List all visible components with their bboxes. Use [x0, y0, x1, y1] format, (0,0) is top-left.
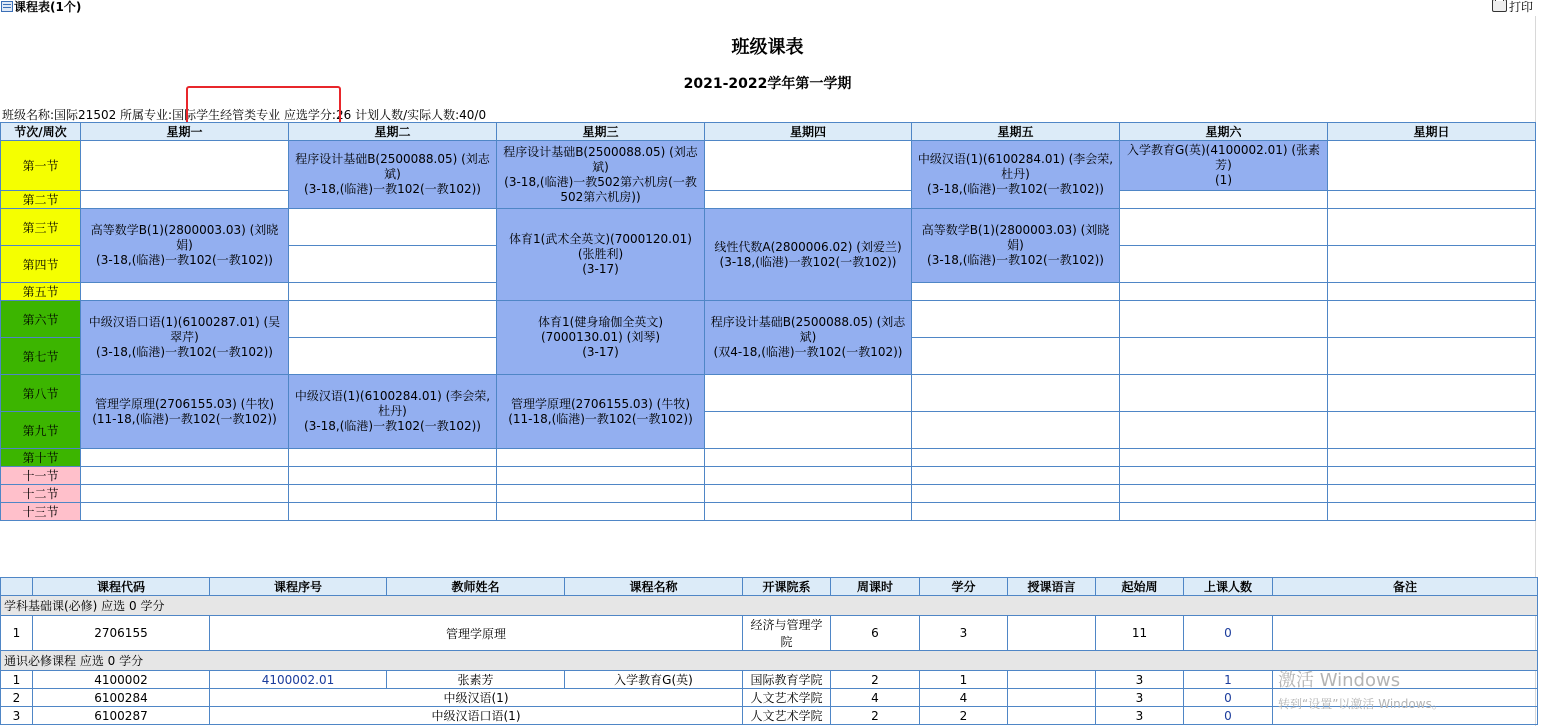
- empty-slot: [912, 338, 1120, 375]
- column-header: 课程代码: [33, 578, 210, 596]
- course-location: (1): [1215, 173, 1232, 187]
- remarks: [1273, 707, 1538, 725]
- remarks: [1273, 616, 1538, 651]
- enrollment-count[interactable]: 0: [1184, 689, 1273, 707]
- course-name: 管理学原理(2706155.03) (牛牧): [510, 396, 691, 411]
- course-code: 6100284: [33, 689, 210, 707]
- start-week: 3: [1096, 707, 1184, 725]
- empty-slot: [81, 283, 289, 301]
- column-header: 课程序号: [210, 578, 387, 596]
- period-label: 第八节: [1, 375, 81, 412]
- column-header: 备注: [1273, 578, 1538, 596]
- row-number: 1: [1, 671, 33, 689]
- period-label: 第七节: [1, 338, 81, 375]
- course-cell[interactable]: [497, 301, 705, 375]
- course-seq-link[interactable]: 4100002.01: [210, 671, 387, 689]
- day-header: 星期四: [705, 123, 912, 141]
- class-name: 班级名称:国际21502: [2, 108, 117, 122]
- course-cell[interactable]: [1120, 141, 1328, 191]
- tab-title[interactable]: 课程表(1个): [14, 0, 82, 14]
- empty-slot: [289, 467, 497, 485]
- empty-slot: [497, 449, 705, 467]
- empty-slot: [1120, 412, 1328, 449]
- period-label: 十二节: [1, 485, 81, 503]
- printer-icon: [1492, 0, 1507, 12]
- empty-slot: [1328, 191, 1536, 209]
- watermark-line-1: 激活 Windows: [1278, 670, 1401, 691]
- empty-slot: [1120, 338, 1328, 375]
- course-name: 中级汉语(1)(6100284.01) (李会荣,杜丹): [917, 152, 1114, 181]
- course-name: 中级汉语(1)(6100284.01) (李会荣,杜丹): [294, 389, 491, 418]
- empty-slot: [705, 485, 912, 503]
- empty-slot: [705, 449, 912, 467]
- top-bar: [0, 0, 1545, 14]
- period-label: 第一节: [1, 141, 81, 191]
- period-label: 第九节: [1, 412, 81, 449]
- course-cell[interactable]: [81, 301, 289, 375]
- course-code: 2706155: [33, 616, 210, 651]
- teacher-name: 张素芳: [387, 671, 565, 689]
- empty-slot: [289, 301, 497, 338]
- department: 国际教育学院: [743, 671, 831, 689]
- enrollment-count[interactable]: 0: [1184, 707, 1273, 725]
- empty-slot: [1328, 449, 1536, 467]
- course-cell[interactable]: [705, 301, 912, 375]
- empty-slot: [912, 467, 1120, 485]
- empty-slot: [1120, 467, 1328, 485]
- enrollment-count[interactable]: 1: [1184, 671, 1273, 689]
- empty-slot: [1328, 467, 1536, 485]
- empty-slot: [1328, 301, 1536, 338]
- department: 人文艺术学院: [743, 707, 831, 725]
- course-name: 高等数学B(1)(2800003.03) (刘晓娟): [90, 223, 279, 252]
- weekly-hours: 2: [831, 707, 920, 725]
- column-header: 授课语言: [1008, 578, 1096, 596]
- empty-slot: [705, 467, 912, 485]
- empty-slot: [81, 449, 289, 467]
- day-header: 星期二: [289, 123, 497, 141]
- course-name: 程序设计基础B(2500088.05) (刘志斌): [710, 315, 906, 344]
- course-name: 管理学原理: [210, 616, 743, 651]
- empty-slot: [289, 283, 497, 301]
- empty-slot: [289, 209, 497, 246]
- day-header: 星期五: [912, 123, 1120, 141]
- course-location: (3-18,(临港)一教102(一教102)): [927, 253, 1104, 267]
- course-name: 程序设计基础B(2500088.05) (刘志斌): [295, 152, 490, 181]
- day-header: 星期一: [81, 123, 289, 141]
- page-title: 班级课表: [731, 37, 804, 58]
- course-code: 6100287: [33, 707, 210, 725]
- remarks: [1273, 689, 1538, 707]
- empty-slot: [1120, 503, 1328, 521]
- credits: 3: [920, 616, 1008, 651]
- course-cell[interactable]: [289, 141, 497, 209]
- credits: 2: [920, 707, 1008, 725]
- course-location: (3-18,(临港)一教102(一教102)): [927, 182, 1104, 196]
- required-credits: 应选学分:26: [283, 108, 352, 122]
- table-row: [1, 707, 1538, 725]
- language: [1008, 689, 1096, 707]
- empty-slot: [912, 301, 1120, 338]
- course-cell[interactable]: [81, 209, 289, 283]
- weekly-hours: 2: [831, 671, 920, 689]
- empty-slot: [705, 375, 912, 412]
- period-label: 第六节: [1, 301, 81, 338]
- start-week: 3: [1096, 689, 1184, 707]
- department: 经济与管理学院: [743, 616, 831, 651]
- course-location: (3-17): [582, 262, 619, 276]
- course-cell[interactable]: [497, 141, 705, 209]
- empty-slot: [912, 503, 1120, 521]
- course-location: (11-18,(临港)一教102(一教102)): [508, 411, 693, 426]
- empty-slot: [1328, 485, 1536, 503]
- empty-slot: [81, 503, 289, 521]
- day-header: 星期日: [1328, 123, 1536, 141]
- weekly-hours: 4: [831, 689, 920, 707]
- empty-slot: [1120, 301, 1328, 338]
- course-name: 管理学原理(2706155.03) (牛牧): [94, 396, 275, 411]
- period-label: 十三节: [1, 503, 81, 521]
- empty-slot: [705, 412, 912, 449]
- course-location: (11-18,(临港)一教102(一教102)): [92, 411, 277, 426]
- column-header: 开课院系: [743, 578, 831, 596]
- empty-slot: [289, 503, 497, 521]
- empty-slot: [289, 449, 497, 467]
- empty-slot: [1328, 338, 1536, 375]
- course-cell[interactable]: [912, 209, 1120, 283]
- course-cell[interactable]: [497, 209, 705, 301]
- empty-slot: [912, 283, 1120, 301]
- empty-slot: [497, 503, 705, 521]
- empty-slot: [1328, 209, 1536, 246]
- period-label: 第二节: [1, 191, 81, 209]
- empty-slot: [1120, 375, 1328, 412]
- start-week: 3: [1096, 671, 1184, 689]
- table-row: [1, 616, 1538, 651]
- course-list-table: [0, 577, 1538, 725]
- empty-slot: [705, 503, 912, 521]
- course-name: 中级汉语口语(1): [210, 707, 743, 725]
- course-location: (3-18,(临港)一教102(一教102)): [96, 345, 273, 359]
- empty-slot: [1120, 209, 1328, 246]
- row-number: 3: [1, 707, 33, 725]
- empty-slot: [81, 141, 289, 191]
- day-header: 星期六: [1120, 123, 1328, 141]
- enrollment-count[interactable]: 0: [1184, 616, 1273, 651]
- period-label: 第三节: [1, 209, 81, 246]
- major: 所属专业:国际学生经管类专业: [120, 108, 281, 122]
- remarks: [1273, 671, 1538, 689]
- column-header: 上课人数: [1184, 578, 1273, 596]
- empty-slot: [289, 485, 497, 503]
- empty-slot: [912, 449, 1120, 467]
- course-cell[interactable]: [81, 375, 289, 449]
- print-button[interactable]: [1492, 0, 1533, 15]
- empty-slot: [705, 191, 912, 209]
- print-label: 打印: [1508, 0, 1533, 14]
- empty-slot: [81, 467, 289, 485]
- empty-slot: [497, 467, 705, 485]
- empty-slot: [81, 191, 289, 209]
- credits: 1: [920, 671, 1008, 689]
- course-name: 程序设计基础B(2500088.05) (刘志斌): [503, 144, 698, 174]
- group-header: 学科基础课(必修) 应选 0 学分: [1, 596, 1538, 616]
- course-name: 入学教育G(英)(4100002.01) (张素芳): [1126, 143, 1321, 172]
- empty-slot: [1328, 412, 1536, 449]
- empty-slot: [1328, 503, 1536, 521]
- table-row: [1, 671, 1538, 689]
- course-location: (3-18,(临港)一教102(一教102)): [96, 253, 273, 267]
- column-header: 周课时: [831, 578, 920, 596]
- start-week: 11: [1096, 616, 1184, 651]
- empty-slot: [1120, 191, 1328, 209]
- empty-slot: [1120, 246, 1328, 283]
- empty-slot: [705, 141, 912, 191]
- empty-slot: [912, 375, 1120, 412]
- column-header: [1, 578, 33, 596]
- period-label: 第十节: [1, 449, 81, 467]
- course-name: 体育1(健身瑜伽全英文)(7000130.01) (刘琴): [538, 315, 663, 344]
- course-location: (3-18,(临港)一教102(一教102)): [304, 419, 481, 433]
- empty-slot: [81, 485, 289, 503]
- term-title: 2021-2022学年第一学期: [683, 76, 852, 92]
- class-info: [2, 106, 486, 123]
- table-row: [1, 689, 1538, 707]
- column-header: 起始周: [1096, 578, 1184, 596]
- empty-slot: [1120, 449, 1328, 467]
- course-location: (3-18,(临港)一教102(一教102)): [719, 254, 897, 269]
- course-location: (双4-18,(临港)一教102(一教102)): [713, 345, 903, 359]
- empty-slot: [1328, 246, 1536, 283]
- course-cell[interactable]: [705, 209, 912, 301]
- column-header: 学分: [920, 578, 1008, 596]
- student-count: 计划人数/实际人数:40/0: [355, 108, 487, 122]
- language: [1008, 616, 1096, 651]
- empty-slot: [1328, 375, 1536, 412]
- list-icon: [1, 1, 13, 12]
- period-label: 十一节: [1, 467, 81, 485]
- row-number: 1: [1, 616, 33, 651]
- course-cell[interactable]: [497, 375, 705, 449]
- course-cell[interactable]: [289, 375, 497, 449]
- credits: 4: [920, 689, 1008, 707]
- language: [1008, 707, 1096, 725]
- period-label: 第五节: [1, 283, 81, 301]
- period-label: 第四节: [1, 246, 81, 283]
- course-location: (3-18,(临港)一教502第六机房(一教502第六机房)): [504, 174, 697, 204]
- course-location: (3-18,(临港)一教102(一教102)): [304, 182, 481, 196]
- course-name: 入学教育G(英): [565, 671, 743, 689]
- weekly-hours: 6: [831, 616, 920, 651]
- course-name: 体育1(武术全英文)(7000120.01) (张胜利): [509, 232, 692, 261]
- course-name: 中级汉语(1): [210, 689, 743, 707]
- empty-slot: [912, 412, 1120, 449]
- course-location: (3-17): [582, 345, 619, 359]
- course-cell[interactable]: [912, 141, 1120, 209]
- course-name: 中级汉语口语(1)(6100287.01) (吴翠芹): [88, 315, 281, 344]
- empty-slot: [497, 485, 705, 503]
- column-header: 课程名称: [565, 578, 743, 596]
- timetable: [0, 122, 1536, 521]
- day-header: 星期三: [497, 123, 705, 141]
- empty-slot: [1328, 283, 1536, 301]
- course-name: 线性代数A(2800006.02) (刘爱兰): [714, 239, 902, 254]
- watermark-line-2: 转到“设置”以激活 Windows。: [1278, 697, 1444, 711]
- group-header: 通识必修课程 应选 0 学分: [1, 651, 1538, 671]
- empty-slot: [289, 246, 497, 283]
- empty-slot: [1120, 283, 1328, 301]
- empty-slot: [912, 485, 1120, 503]
- empty-slot: [1120, 485, 1328, 503]
- empty-slot: [289, 338, 497, 375]
- corner-header: 节次/周次: [1, 123, 81, 141]
- column-header: 教师姓名: [387, 578, 565, 596]
- course-name: 高等数学B(1)(2800003.03) (刘晓娟): [921, 223, 1110, 252]
- department: 人文艺术学院: [743, 689, 831, 707]
- language: [1008, 671, 1096, 689]
- empty-slot: [1328, 141, 1536, 191]
- course-code: 4100002: [33, 671, 210, 689]
- row-number: 2: [1, 689, 33, 707]
